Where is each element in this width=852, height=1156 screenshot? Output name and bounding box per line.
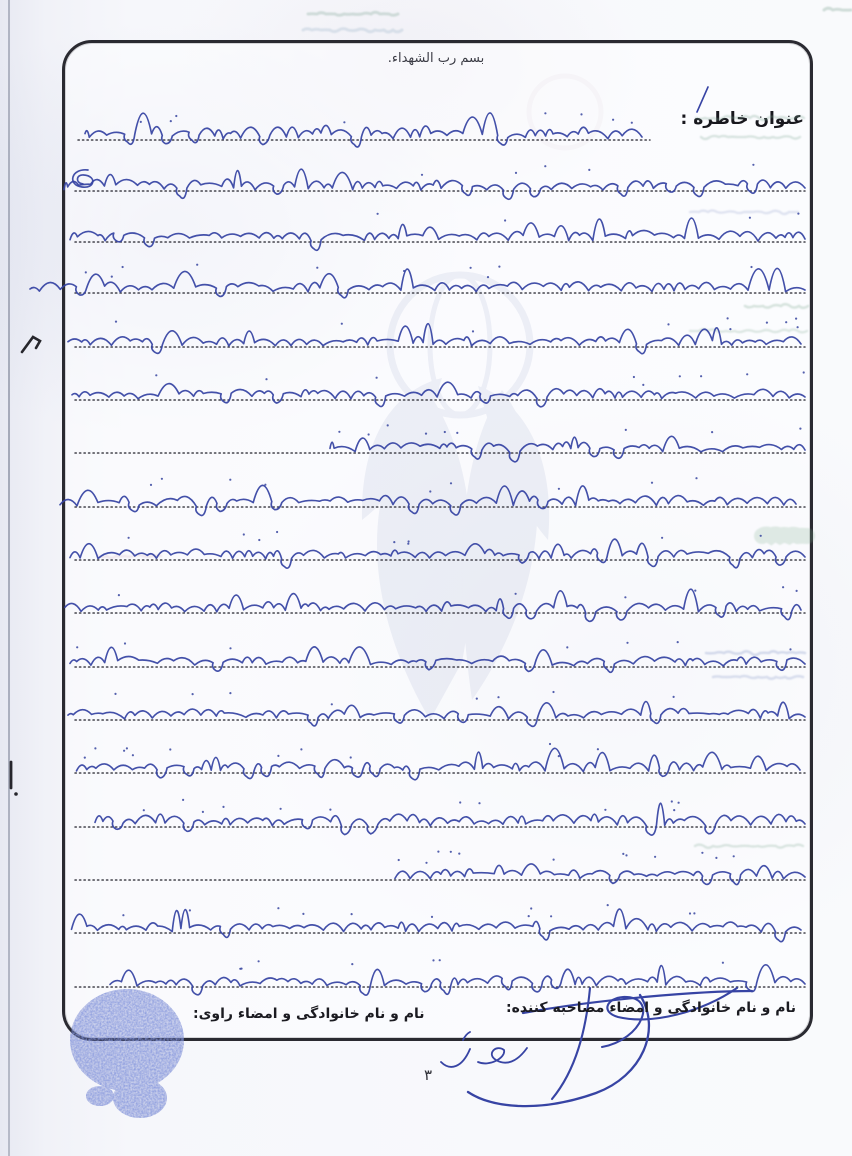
diacritic-dot bbox=[803, 371, 805, 373]
diacritic-dot bbox=[544, 165, 546, 167]
diacritic-dot bbox=[189, 909, 191, 911]
faint-stamp-ring bbox=[529, 76, 601, 148]
diacritic-dot bbox=[376, 377, 378, 379]
diacritic-dot bbox=[76, 646, 78, 648]
diacritic-dot bbox=[277, 755, 279, 757]
diacritic-dot bbox=[432, 959, 434, 961]
diacritic-dot bbox=[302, 913, 304, 915]
diacritic-dot bbox=[693, 912, 695, 914]
bleed-through-ghosts bbox=[98, 8, 851, 848]
diacritic-dot bbox=[642, 384, 644, 386]
diacritic-dot bbox=[377, 213, 379, 215]
diacritic-dot bbox=[667, 323, 669, 325]
diacritic-dot bbox=[552, 691, 554, 693]
diacritic-dot bbox=[799, 428, 801, 430]
diacritic-dot bbox=[701, 852, 703, 854]
bleed-through-text-ghost bbox=[745, 304, 808, 308]
diacritic-dot bbox=[607, 904, 609, 906]
handwriting-line bbox=[110, 965, 805, 995]
diacritic-dot bbox=[722, 962, 724, 964]
diacritic-dot bbox=[727, 317, 729, 319]
diacritic-dot bbox=[351, 913, 353, 915]
handwriting-line bbox=[95, 803, 805, 835]
diacritic-dot bbox=[338, 431, 340, 433]
diacritic-dot bbox=[597, 748, 599, 750]
diacritic-dot bbox=[478, 802, 480, 804]
narrator-handwritten-name bbox=[441, 1032, 527, 1067]
diacritic-dot bbox=[746, 373, 748, 375]
diacritic-dot bbox=[604, 809, 606, 811]
diacritic-dot bbox=[202, 811, 204, 813]
diacritic-dot bbox=[695, 477, 697, 479]
diacritic-dot bbox=[264, 484, 266, 486]
diacritic-dot bbox=[128, 537, 130, 539]
diacritic-dot bbox=[329, 809, 331, 811]
diacritic-dot bbox=[450, 482, 452, 484]
diacritic-dot bbox=[654, 856, 656, 858]
diacritic-dot bbox=[558, 488, 560, 490]
bleed-through-text-ghost bbox=[713, 676, 803, 679]
diacritic-dot bbox=[558, 755, 560, 757]
diacritic-dot bbox=[633, 376, 635, 378]
diacritic-dot bbox=[515, 593, 517, 595]
diacritic-dot bbox=[403, 270, 405, 272]
diacritic-dot bbox=[243, 533, 245, 535]
handwriting-line bbox=[68, 324, 801, 354]
diacritic-dot bbox=[498, 266, 500, 268]
diacritic-dot bbox=[528, 915, 530, 917]
diacritic-dot bbox=[84, 757, 86, 759]
diacritic-dot bbox=[550, 915, 552, 917]
diacritic-dot bbox=[789, 648, 791, 650]
diacritic-dot bbox=[429, 490, 431, 492]
diacritic-dot bbox=[677, 641, 679, 643]
diacritic-dot bbox=[530, 907, 532, 909]
interviewer-name-signature-label: نام و نام خانوادگی و امضاء مصاحبه کننده: bbox=[506, 1000, 796, 1016]
bleed-through-text-ghost bbox=[701, 136, 800, 139]
fingerprint-stamp bbox=[70, 989, 184, 1118]
diacritic-dot bbox=[626, 642, 628, 644]
bleed-through-text-ghost bbox=[98, 555, 161, 558]
diacritic-dot bbox=[624, 596, 626, 598]
diacritic-dot bbox=[316, 267, 318, 269]
diacritic-dot bbox=[625, 429, 627, 431]
diacritic-dot bbox=[258, 539, 260, 541]
diacritic-dot bbox=[368, 433, 370, 435]
diacritic-dot bbox=[398, 859, 400, 861]
diacritic-dot bbox=[566, 646, 568, 648]
diacritic-dot bbox=[651, 482, 653, 484]
diacritic-dot bbox=[612, 119, 614, 121]
diacritic-dot bbox=[504, 219, 506, 221]
diacritic-dot bbox=[752, 164, 754, 166]
diacritic-dot bbox=[124, 642, 126, 644]
diacritic-dot bbox=[341, 323, 343, 325]
diacritic-dot bbox=[387, 424, 389, 426]
diacritic-dot bbox=[549, 743, 551, 745]
watermark-emblem bbox=[362, 76, 601, 720]
diacritic-dot bbox=[351, 963, 353, 965]
diacritic-dot bbox=[425, 433, 427, 435]
diacritic-dot bbox=[711, 431, 713, 433]
diacritic-dot bbox=[161, 478, 163, 480]
diacritic-dot bbox=[458, 853, 460, 855]
diacritic-dot bbox=[661, 537, 663, 539]
diacritic-dot bbox=[170, 120, 172, 122]
diacritic-dot bbox=[408, 540, 410, 542]
diacritic-dot bbox=[437, 851, 439, 853]
diacritic-dot bbox=[459, 801, 461, 803]
diacritic-dot bbox=[450, 851, 452, 853]
diacritic-dot bbox=[331, 703, 333, 705]
diacritic-dot bbox=[766, 322, 768, 324]
diacritic-dot bbox=[94, 747, 96, 749]
diacritic-dot bbox=[476, 698, 478, 700]
diacritic-dot bbox=[277, 907, 279, 909]
diacritic-dot bbox=[439, 959, 441, 961]
handwriting-line bbox=[395, 864, 805, 885]
diacritic-dot bbox=[123, 750, 125, 752]
diacritic-dot bbox=[126, 747, 128, 749]
diacritic-dot bbox=[622, 853, 624, 855]
diacritic-dot bbox=[760, 535, 762, 537]
bleed-through-text-ghost bbox=[695, 845, 803, 848]
bleed-through-text-ghost bbox=[690, 210, 798, 214]
diacritic-dot bbox=[393, 541, 395, 543]
diacritic-dot bbox=[143, 809, 145, 811]
diacritic-dot bbox=[694, 590, 696, 592]
diacritic-dot bbox=[631, 122, 633, 124]
diacritic-dot bbox=[229, 479, 231, 481]
diacritic-dot bbox=[515, 172, 517, 174]
diacritic-dot bbox=[444, 431, 446, 433]
handwriting-line bbox=[70, 218, 805, 250]
diacritic-dot bbox=[122, 914, 124, 916]
diacritic-dot bbox=[132, 754, 134, 756]
diacritic-dot bbox=[544, 112, 546, 114]
stray-pen-stroke bbox=[697, 87, 708, 112]
diacritic-dot bbox=[222, 806, 224, 808]
diacritic-dot bbox=[192, 693, 194, 695]
diacritic-dot bbox=[343, 121, 345, 123]
diacritic-dot bbox=[797, 326, 799, 328]
diacritic-dot bbox=[470, 267, 472, 269]
diacritic-dot bbox=[115, 321, 117, 323]
binder-dot bbox=[14, 792, 18, 796]
diacritic-dot bbox=[300, 748, 302, 750]
bleed-through-text-ghost bbox=[308, 12, 398, 15]
diacritic-dot bbox=[689, 912, 691, 914]
diacritic-dot bbox=[431, 916, 433, 918]
bleed-through-text-ghost bbox=[762, 534, 807, 536]
diacritic-dot bbox=[175, 115, 177, 117]
bleed-through-text-ghost bbox=[824, 8, 851, 10]
handwriting-line bbox=[85, 113, 642, 147]
diacritic-dot bbox=[497, 696, 499, 698]
diacritic-dot bbox=[553, 859, 555, 861]
diacritic-dot bbox=[280, 808, 282, 810]
bleed-through-text-ghost bbox=[696, 116, 804, 120]
diacritic-dot bbox=[155, 374, 157, 376]
diacritic-dot bbox=[588, 169, 590, 171]
handwriting-line bbox=[77, 748, 801, 779]
diacritic-dot bbox=[229, 692, 231, 694]
diacritic-dot bbox=[182, 799, 184, 801]
diacritic-dot bbox=[580, 113, 582, 115]
diacritic-dot bbox=[407, 543, 409, 545]
diacritic-dot bbox=[140, 121, 142, 123]
bleed-through-text-ghost bbox=[303, 29, 402, 32]
page-number: ۳ bbox=[424, 1066, 433, 1084]
diacritic-dot bbox=[750, 266, 752, 268]
diacritic-dot bbox=[678, 802, 680, 804]
diacritic-dot bbox=[276, 531, 278, 533]
diacritic-dot bbox=[673, 696, 675, 698]
binding-marks bbox=[11, 337, 40, 796]
memoir-title-label: عنوان خاطره : bbox=[680, 109, 804, 129]
interviewer-signature-loops bbox=[602, 988, 737, 1047]
staple-mark-icon bbox=[22, 337, 40, 352]
handwriting-line bbox=[64, 169, 805, 199]
diacritic-dot bbox=[733, 855, 735, 857]
diacritic-dot bbox=[196, 264, 198, 266]
diacritic-dot bbox=[421, 174, 423, 176]
diacritic-dot bbox=[456, 432, 458, 434]
diacritic-dot bbox=[679, 375, 681, 377]
diacritic-dot bbox=[796, 590, 798, 592]
diacritic-dot bbox=[150, 484, 152, 486]
diacritic-dot bbox=[673, 809, 675, 811]
diacritic-dot bbox=[785, 321, 787, 323]
diacritic-dot bbox=[169, 748, 171, 750]
diacritic-dot bbox=[425, 862, 427, 864]
diacritic-dot bbox=[258, 960, 260, 962]
diacritic-dot bbox=[782, 586, 784, 588]
diacritic-dot bbox=[700, 375, 702, 377]
diacritic-dot bbox=[472, 330, 474, 332]
diacritic-dot bbox=[749, 217, 751, 219]
diacritic-dot bbox=[111, 276, 113, 278]
diacritic-dot bbox=[229, 647, 231, 649]
diacritic-dot bbox=[114, 693, 116, 695]
bleed-through-text-ghost bbox=[706, 651, 805, 655]
diacritic-dot bbox=[85, 271, 87, 273]
diacritic-dot bbox=[671, 800, 673, 802]
bismillah-header: بسم رب الشهداء. bbox=[387, 51, 485, 66]
diacritic-dot bbox=[350, 756, 352, 758]
diacritic-dot bbox=[797, 213, 799, 215]
diacritic-dot bbox=[729, 328, 731, 330]
narrator-name-signature-label: نام و نام خانوادگی و امضاء راوی: bbox=[193, 1006, 425, 1022]
diacritic-dot bbox=[122, 266, 124, 268]
diacritic-dot bbox=[625, 854, 627, 856]
diacritic-dot bbox=[239, 968, 241, 970]
handwriting-line bbox=[72, 909, 802, 942]
diacritic-dot bbox=[715, 857, 717, 859]
diacritic-dot bbox=[487, 276, 489, 278]
diacritic-dot bbox=[265, 378, 267, 380]
diacritic-dot bbox=[795, 318, 797, 320]
ruled-lines-and-handwriting bbox=[30, 112, 805, 995]
diacritic-dot bbox=[118, 594, 120, 596]
